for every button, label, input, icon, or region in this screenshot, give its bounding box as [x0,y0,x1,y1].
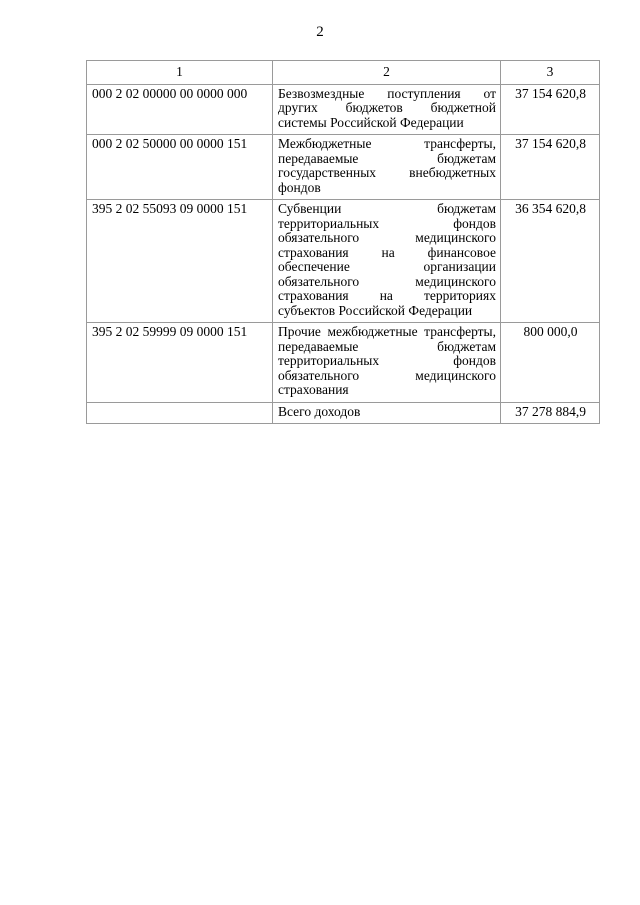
amount-cell: 37 154 620,8 [501,135,600,200]
table-header-row [87,61,600,85]
revenue-name-cell: Прочие межбюджетные трансферты, передаваемые бюджетам территориальных фондов обязательного медицинского страхования [273,323,501,403]
table-row [87,84,600,135]
column-header-amount: 3 [501,61,600,85]
revenue-name-cell: Безвозмездные поступления от других бюджетов бюджетной системы Российской Федерации [273,84,501,135]
table-row [87,323,600,403]
column-header-name: 2 [273,61,501,85]
amount-cell: 36 354 620,8 [501,200,600,323]
budget-code-cell: 395 2 02 55093 09 0000 151 [87,200,273,323]
table-row [87,200,600,323]
budget-code-cell: 395 2 02 59999 09 0000 151 [87,323,273,403]
total-label-cell: Всего доходов [273,402,501,424]
table-row [87,135,600,200]
total-row [87,402,600,424]
revenue-name-cell: Межбюджетные трансферты, передаваемые бюджетам государственных внебюджетных фондов [273,135,501,200]
budget-revenue-table [86,60,600,424]
amount-cell: 37 154 620,8 [501,84,600,135]
page-number: 2 [316,24,324,40]
revenue-name-cell: Субвенции бюджетам территориальных фондов обязательного медицинского страхования на финансовое обеспечение организации обязательного медицинского страхования на территориях субъектов Российской Федерации [273,200,501,323]
amount-cell: 800 000,0 [501,323,600,403]
budget-code-cell: 000 2 02 50000 00 0000 151 [87,135,273,200]
column-header-code: 1 [87,61,273,85]
total-amount-cell: 37 278 884,9 [501,402,600,424]
total-code-cell [87,402,273,424]
budget-code-cell: 000 2 02 00000 00 0000 000 [87,84,273,135]
